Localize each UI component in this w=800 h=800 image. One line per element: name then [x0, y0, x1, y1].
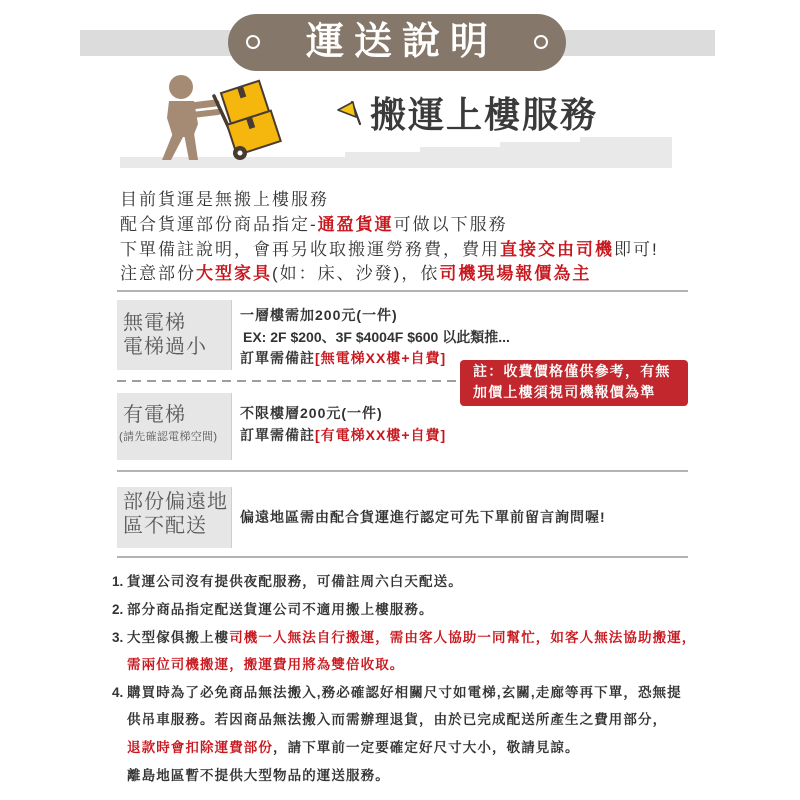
- note-text: 部分商品指定配送貨運公司不適用搬上樓服務。: [127, 602, 434, 617]
- intro-text: (如：床、沙發)，依: [272, 264, 440, 283]
- note-item-2: [112, 601, 434, 619]
- stairs-graphic: [120, 137, 672, 168]
- note-number: 2.: [112, 602, 124, 617]
- intro-highlight: 直接交由司機: [500, 240, 614, 259]
- detail-text: 訂單需備註: [240, 427, 315, 443]
- intro-line: [120, 263, 591, 285]
- section-label-text: 電梯過小: [123, 336, 207, 358]
- intro-text: 下單備註說明，會再另收取搬運勞務費，費用: [120, 240, 500, 259]
- note-item-4-continued: [127, 711, 667, 729]
- intro-highlight: 司機現場報價為主: [439, 264, 592, 283]
- note-number: 1.: [112, 574, 124, 589]
- section-divider: [117, 470, 688, 472]
- section-detail: [240, 306, 398, 324]
- flag-icon: [338, 102, 360, 124]
- detail-text: 偏遠地區需由配合貨運進行認定可先下單前留言詢問喔!: [240, 509, 606, 525]
- section-detail: [243, 328, 510, 346]
- detail-text: 不限樓層200元(一件): [240, 405, 383, 421]
- intro-line: [120, 239, 659, 261]
- note-item-3-continued: [127, 656, 404, 674]
- hand-truck-icon: [214, 80, 281, 160]
- section-divider: [117, 556, 688, 558]
- section-label-text: 無電梯: [123, 312, 186, 334]
- intro-line: [120, 189, 329, 211]
- section-label-remote-area: [117, 487, 232, 548]
- section-sublabel: (請先確認電梯空間): [119, 431, 218, 443]
- note-highlight: 司機一人無法自行搬運，需由客人協助一同幫忙，如客人無法協助搬運，: [229, 630, 697, 645]
- note-text: 大型傢俱搬上樓: [127, 630, 230, 645]
- section-label-text: 區不配送: [123, 515, 207, 537]
- note-text: 貨運公司沒有提供夜配服務，可備註周六白天配送。: [127, 574, 463, 589]
- figure-arm: [192, 112, 218, 115]
- detail-text: 一層樓需加200元(一件): [240, 307, 398, 323]
- intro-text: 即可!: [614, 240, 659, 259]
- detail-highlight: [無電梯XX樓+自費]: [315, 350, 447, 366]
- mover-figure-icon: [162, 75, 218, 160]
- figure-arm: [191, 103, 216, 106]
- section-label-text: 有電梯: [123, 404, 186, 426]
- section-label-elevator: [117, 393, 232, 460]
- note-text: 購買時為了必免商品無法搬入,務必確認好相關尺寸如電梯,玄關,走廊等再下單，恐無提: [127, 685, 682, 700]
- note-text: 離島地區暫不提供大型物品的運送服務。: [127, 768, 390, 783]
- section-label-text: 部份偏遠地: [123, 491, 228, 513]
- figure-head: [169, 75, 193, 99]
- note-item-3: [112, 629, 696, 647]
- intro-line: [120, 214, 508, 236]
- intro-text: 配合貨運部份商品指定-: [120, 215, 318, 234]
- note-item-1: [112, 573, 463, 591]
- section-detail: [240, 426, 446, 444]
- price-note-text: 註：收費價格僅供參考，有無: [473, 363, 671, 379]
- note-text: ，請下單前一定要確定好尺寸大小，敬請見諒。: [273, 740, 580, 755]
- section-divider: [117, 290, 688, 292]
- wheel-hub: [238, 151, 243, 156]
- note-number: 4.: [112, 685, 124, 700]
- note-highlight: 退款時會扣除運費部份: [127, 740, 273, 755]
- service-title: 搬運上樓服務: [370, 94, 599, 135]
- section-label-no-elevator: [117, 300, 232, 370]
- dashed-divider: [117, 380, 460, 382]
- price-note-text: 加價上樓須視司機報價為準: [473, 384, 656, 400]
- note-highlight: 需兩位司機搬運，搬運費用將為雙倍收取。: [127, 657, 405, 672]
- intro-text: 目前貨運是無搬上樓服務: [120, 190, 329, 209]
- figure-leg: [184, 133, 198, 160]
- banner-title: 運送說明: [305, 21, 498, 63]
- note-text: 供吊車服務。若因商品無法搬入而需辦理退貨，由於已完成配送所產生之費用部分，: [127, 712, 668, 727]
- note-item-4: [112, 684, 682, 702]
- note-item-4-continued: [127, 767, 390, 785]
- note-item-4-continued: [127, 739, 580, 757]
- detail-highlight: [有電梯XX樓+自費]: [315, 427, 447, 443]
- note-number: 3.: [112, 630, 124, 645]
- intro-highlight: 大型家具: [196, 264, 272, 283]
- figure-leg: [162, 133, 183, 160]
- detail-text: 訂單需備註: [240, 350, 315, 366]
- header-illustration: [0, 0, 800, 180]
- price-note-box: [460, 360, 688, 406]
- intro-text: 可做以下服務: [393, 215, 508, 234]
- intro-highlight: 通盈貨運: [317, 215, 394, 234]
- detail-text: EX: 2F $200、3F $4004F $600 以此類推...: [243, 329, 510, 345]
- section-detail: [240, 508, 606, 526]
- intro-text: 注意部份: [120, 264, 196, 283]
- section-detail: [240, 404, 383, 422]
- section-detail: [240, 349, 446, 367]
- flag-pennant: [338, 102, 356, 117]
